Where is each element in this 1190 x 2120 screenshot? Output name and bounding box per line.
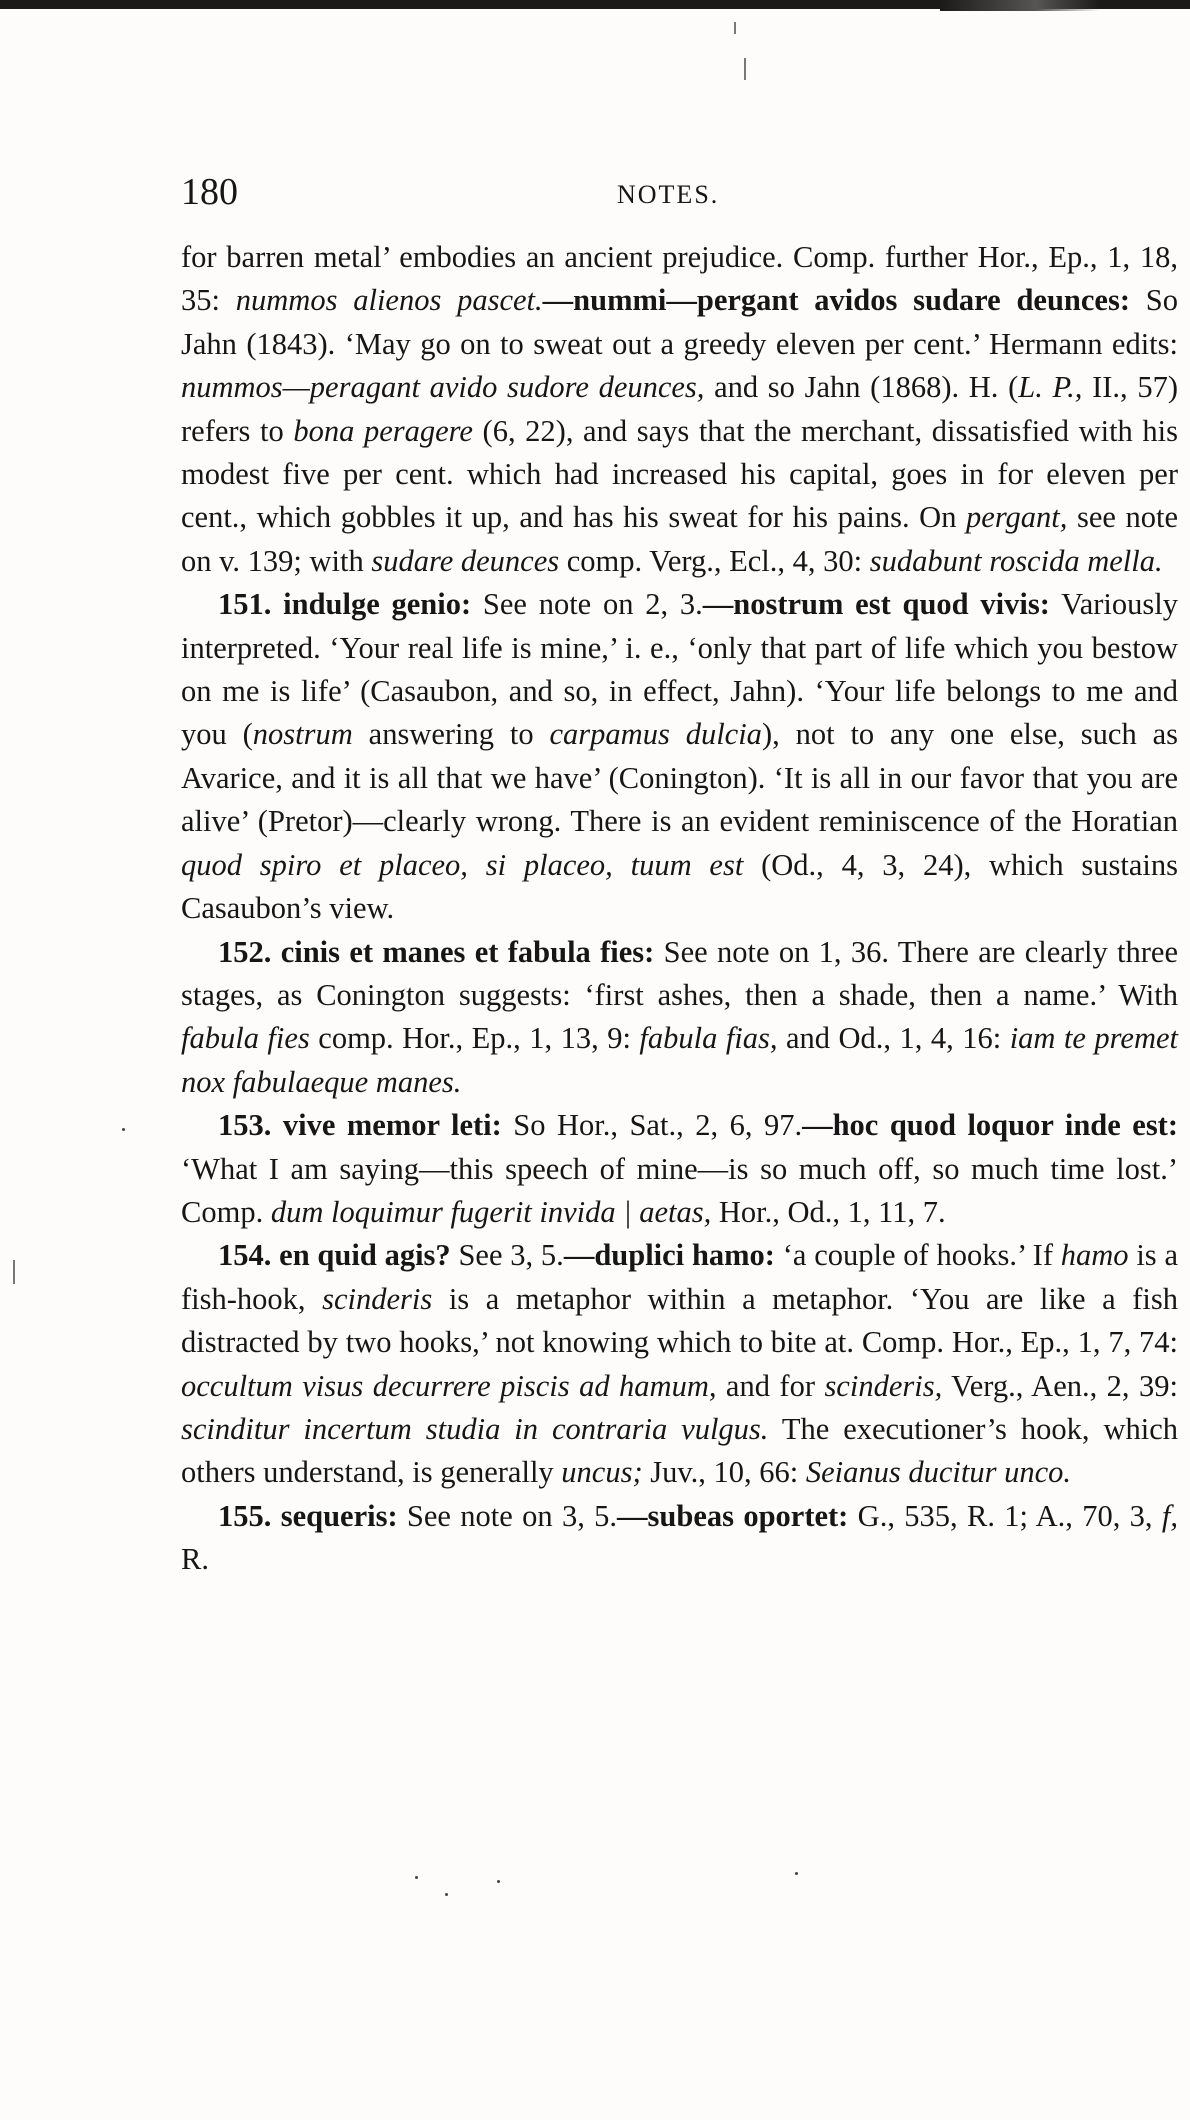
running-head: NOTES. <box>617 180 720 209</box>
note-entry <box>181 583 1178 930</box>
lemma: 154. en quid agis? <box>218 1238 451 1273</box>
scan-mark <box>744 58 746 80</box>
citation: pergant, <box>966 500 1068 535</box>
citation: iam te premet nox fabulaeque manes. <box>181 1021 1178 1099</box>
citation: bona peragere <box>293 413 473 448</box>
scan-speck <box>122 1128 125 1131</box>
note-text: and for <box>716 1368 825 1403</box>
note-text: and so Jahn (1868). H. ( <box>704 370 1019 405</box>
lemma: —duplici hamo: <box>563 1238 775 1273</box>
note-text: G., 535, R. 1; A., 70, 3, <box>848 1498 1162 1533</box>
note-text: Variously interpreted. ‘Your real life is mine,’ i. e., ‘only that part of life which you bestow on me is life’ (Casaubon, and so, in effect, Jahn). ‘Your life belongs to me and you ( <box>181 587 1178 752</box>
scan-top-border-fade <box>940 0 1100 11</box>
note-text: ‘What I am saying—this speech of mine—is so much off, so much time lost.’ Comp. <box>181 1151 1178 1229</box>
note-text: ‘a couple of hooks.’ If <box>774 1238 1061 1273</box>
scan-speck <box>497 1880 500 1883</box>
citation: sudabunt roscida mella. <box>869 543 1163 578</box>
note-text: answering to <box>352 717 550 752</box>
page-header <box>181 170 1181 220</box>
citation: Seianus ducitur unco. <box>805 1455 1072 1490</box>
citation: uncus; <box>561 1455 643 1490</box>
note-entry <box>181 931 1178 1105</box>
lemma: 155. sequeris: <box>218 1498 398 1533</box>
lemma: —hoc quod loquor inde est: <box>802 1108 1178 1143</box>
note-entry <box>181 1234 1178 1494</box>
note-text: See note on 3, 5. <box>397 1498 618 1533</box>
citation: sudare deunces <box>371 543 560 578</box>
note-text: is a metaphor within a metaphor. ‘You are like a fish distracted by two hooks,’ not knowing which to bite at. Comp. Hor., Ep., 1, 7, 74: <box>181 1281 1178 1360</box>
page-number: 180 <box>181 171 238 213</box>
citation: fabula fies <box>181 1021 310 1056</box>
citation: occultum visus decurrere piscis ad hamum, <box>181 1368 717 1403</box>
note-text: (Od., 4, 3, 24), which sustains Casaubon’s view. <box>181 847 1178 926</box>
note-text: for barren metal’ embodies an ancient prejudice. Comp. further Hor., Ep., 1, 18, 35: <box>181 240 1178 318</box>
note-text: Juv., 10, 66: <box>642 1455 806 1490</box>
note-text: comp. Verg., Ecl., 4, 30: <box>559 543 870 578</box>
scan-mark <box>734 22 736 34</box>
note-entry <box>181 1104 1178 1234</box>
note-text: and Od., 1, 4, 16: <box>777 1021 1010 1056</box>
note-text: ), not to any one else, such as Avarice, and it is all that we have’ (Conington). ‘It is all in our favor that you are alive’ (Pretor)—clearly wrong. There is an evident reminiscence of the Horatian <box>181 717 1178 839</box>
note-text: So Hor., Sat., 2, 6, 97. <box>501 1108 803 1143</box>
lemma: 151. indulge genio: <box>218 587 472 622</box>
note-text: see note on v. 139; with <box>181 500 1178 578</box>
citation: hamo <box>1060 1238 1129 1273</box>
citation: scinderis, <box>824 1368 943 1403</box>
note-text: So Jahn (1843). ‘May go on to sweat out a greedy eleven per cent.’ Hermann edits: <box>181 283 1178 361</box>
citation: nummos—peragant avido sudore deunces, <box>181 370 705 405</box>
note-continuation <box>181 236 1178 583</box>
note-text: The executioner’s hook, which others understand, is generally <box>181 1411 1178 1490</box>
citation: nummos alienos pascet. <box>235 283 543 318</box>
note-text: comp. Hor., Ep., 1, 13, 9: <box>309 1021 640 1056</box>
citation: fabula fias, <box>639 1021 778 1056</box>
note-text: See note on 1, 36. There are clearly three stages, as Conington suggests: ‘first ashes, then a shade, then a name.’ With <box>181 934 1179 1012</box>
lemma: 153. vive memor leti: <box>218 1108 502 1143</box>
note-text: See note on 2, 3. <box>471 587 703 622</box>
note-text: See 3, 5. <box>450 1238 564 1273</box>
lemma: —subeas oportet: <box>617 1498 849 1533</box>
note-text: R. <box>181 1542 209 1577</box>
note-entry <box>181 1495 1178 1582</box>
note-text: Hor., Od., 1, 11, 7. <box>711 1194 946 1229</box>
citation: carpamus dulcia <box>549 717 762 752</box>
citation: L. P., <box>1018 370 1083 405</box>
citation: dum loquimur fugerit invida | aetas, <box>270 1194 712 1229</box>
scan-mark <box>13 1260 15 1284</box>
scan-speck <box>415 1876 418 1879</box>
scan-speck <box>445 1893 448 1896</box>
citation: nostrum <box>252 717 353 752</box>
citation: f, <box>1161 1498 1178 1533</box>
note-text: Verg., Aen., 2, 39: <box>942 1368 1178 1403</box>
lemma: 152. cinis et manes et fabula fies: <box>218 934 655 969</box>
note-text: (6, 22), and says that the merchant, dissatisfied with his modest five per cent. which had increased his capital, goes in for eleven per cent., which gobbles it up, and has his sweat for his pains. On <box>181 413 1178 535</box>
lemma: —nummi—pergant avidos sudare deunces: <box>542 283 1130 318</box>
lemma: —nostrum est quod vivis: <box>702 587 1050 622</box>
citation: scinditur incertum studia in contraria vulgus. <box>181 1411 769 1446</box>
note-text: II., 57) refers to <box>181 370 1178 448</box>
citation: quod spiro et placeo, si placeo, tuum est <box>181 847 744 882</box>
note-text: is a fish-hook, <box>181 1238 1178 1316</box>
citation: scinderis <box>322 1281 433 1316</box>
notes-body <box>181 236 1178 1582</box>
scan-speck <box>795 1872 798 1875</box>
